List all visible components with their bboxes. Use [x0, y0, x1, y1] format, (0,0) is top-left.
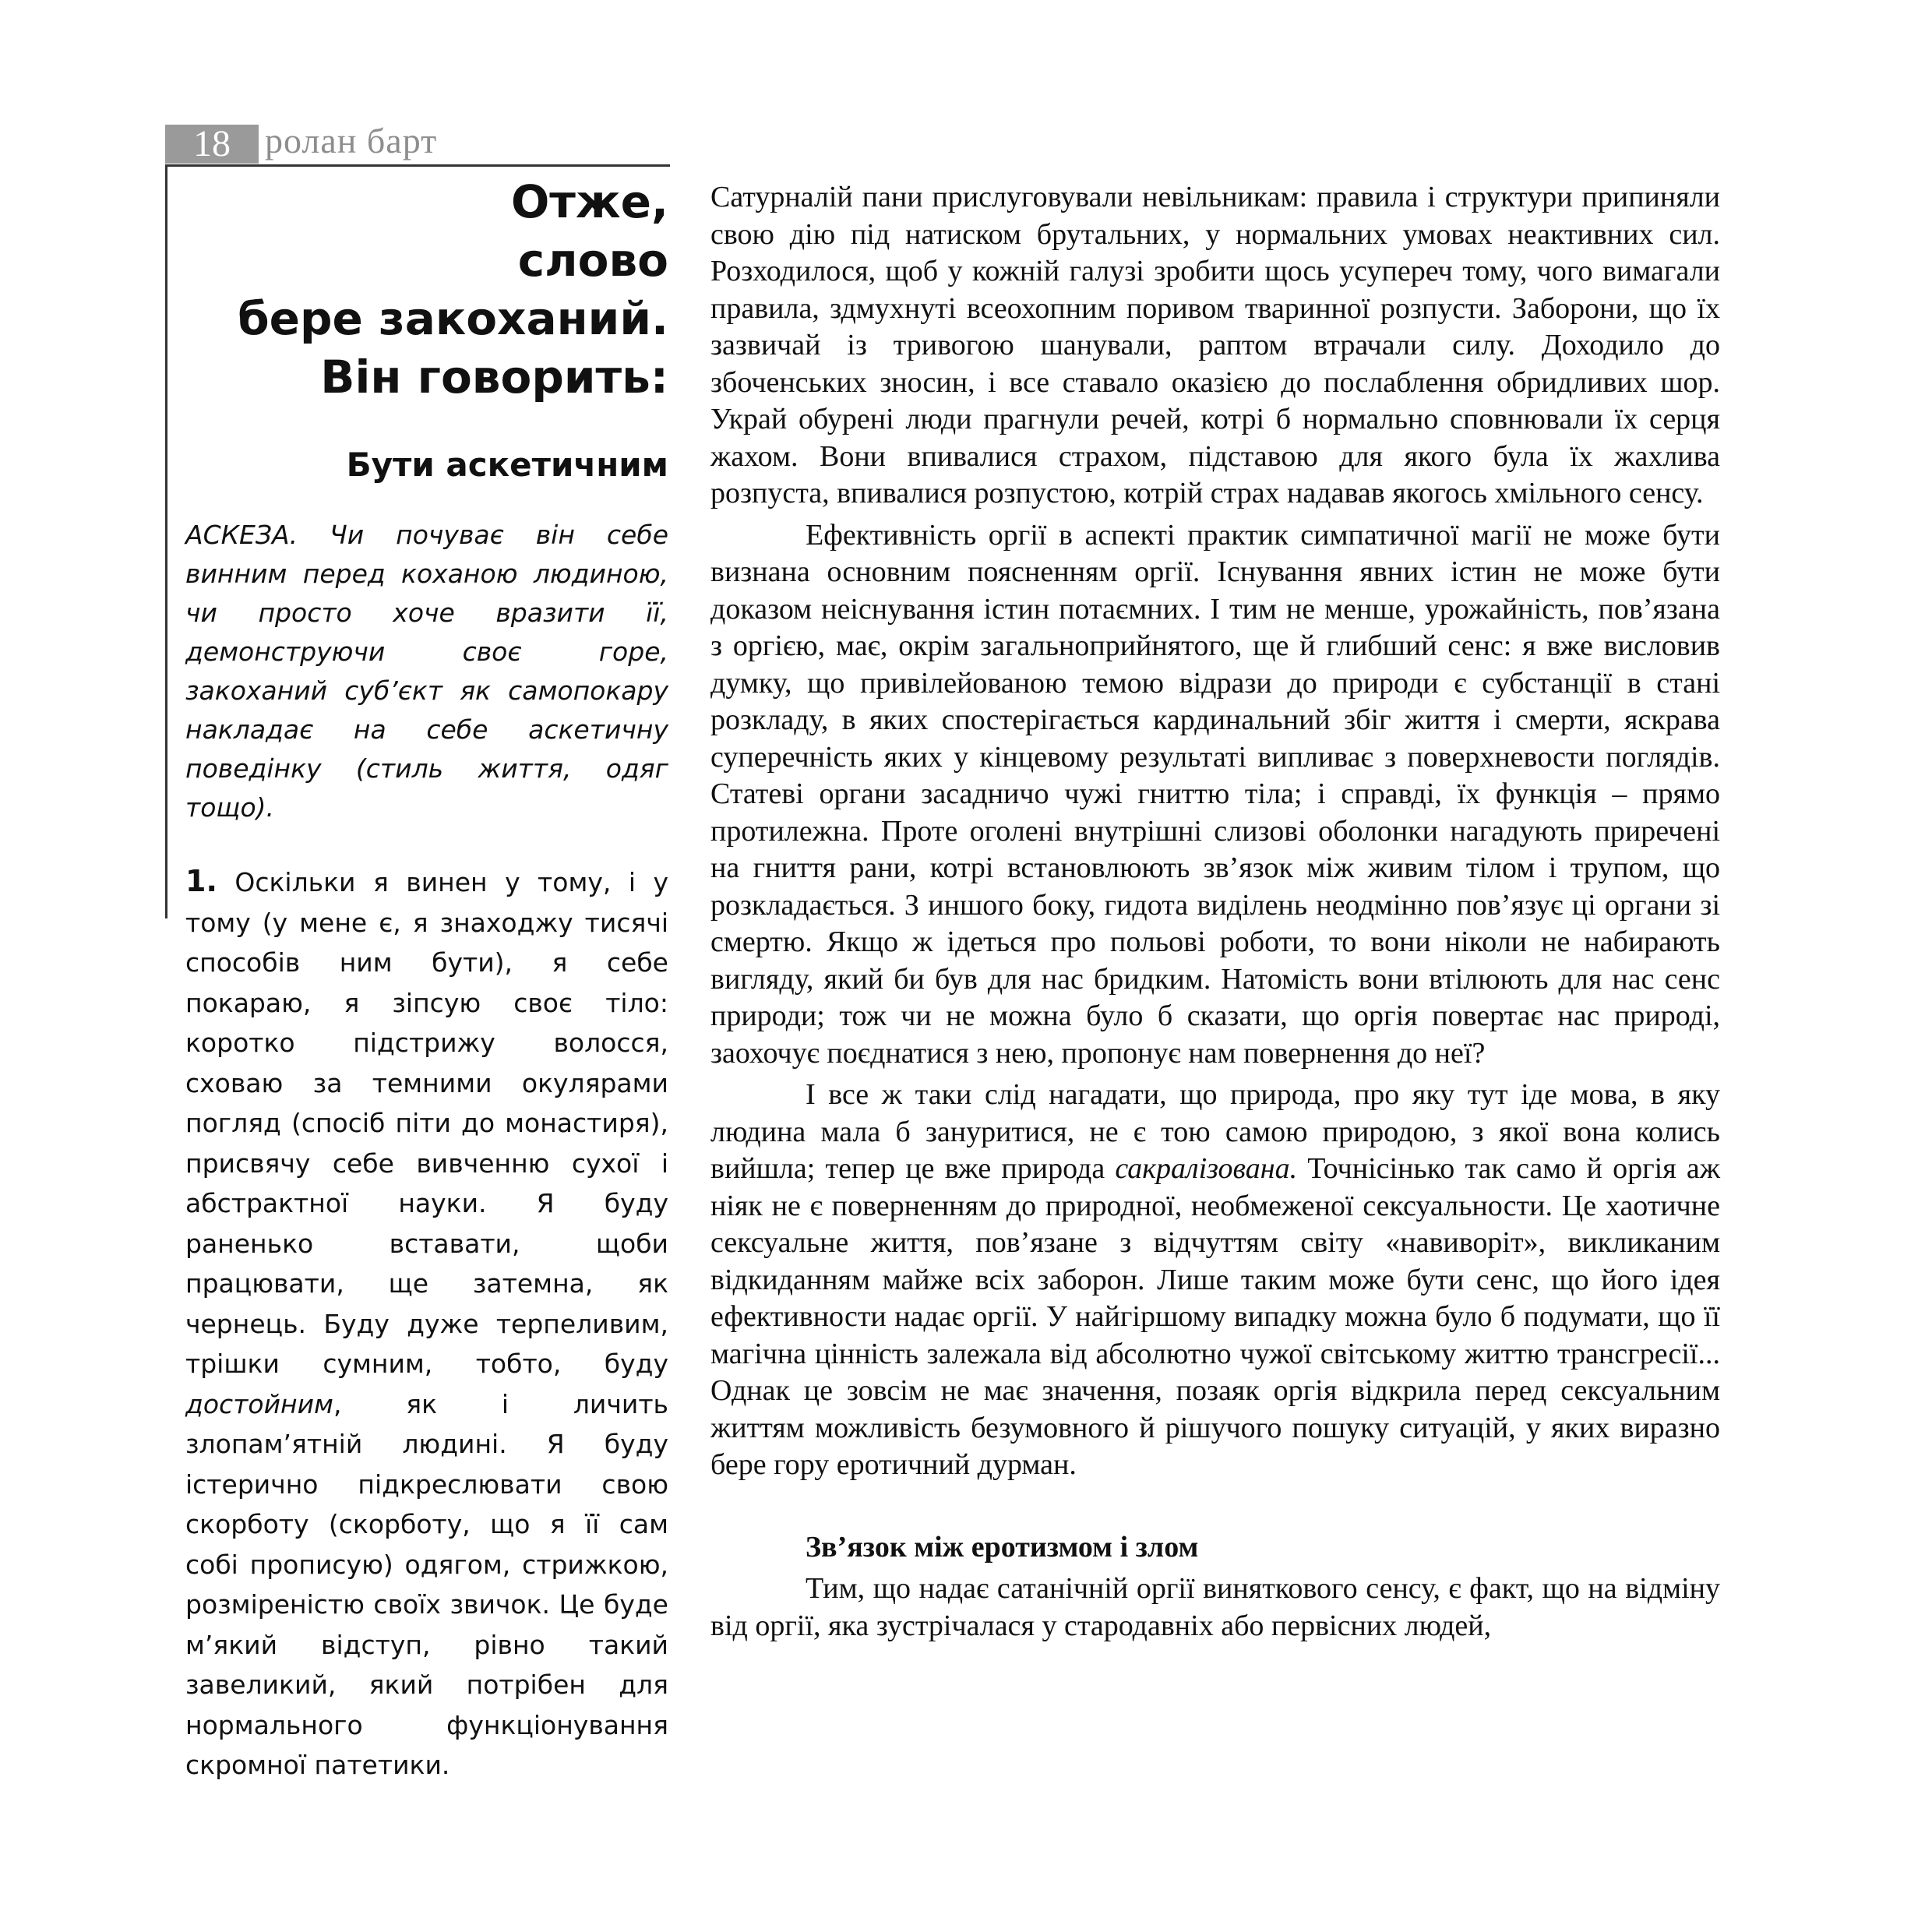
body-text-part: І все ж таки слід нагадати, що природа, про яку тут іде мова, в яку людина мала б зануритися, не є тою самою природою, з якої вона колись вийшла; тепер це вже природа: [710, 1078, 1720, 1185]
body-paragraph-4: Тим, що надає сатанічній оргії виняткового сенсу, є факт, що на відміну від оргії, яка зустрічалася у стародавніх або первісних людей,: [710, 1572, 1720, 1642]
figure-text-part: , як і личить злопам’ятній людині. Я буду істерично підкреслювати свою скорботу (скорботу, що я її сам собі прописую) одягом, стрижкою, розміреністю своїх звичок. Це буде м’який відступ, рівно такий завеликий, який потрібен для нормального функціонування скромної патетики.: [185, 1388, 668, 1780]
running-header: ролан барт: [265, 121, 438, 160]
section-title: Бути аскетичним: [346, 446, 668, 484]
figure-paragraph: [185, 862, 668, 1786]
left-column: [185, 173, 668, 1786]
body-text-part: Точнісінько так само й оргія аж ніяк не є поверненням до природної, необмеженої сексуальности. Це хаотичне сексуальне життя, пов’язане з відчуттям світу «навиворіт», викликаним відкиданням майже всіх заборон. Лише таким може бути сенс, що його ідея ефективности надає оргії. У найгіршому випадку можна було б подумати, що її магічна цінність залежала від абсолютно чужої світському життю трансгресії... Однак це зовсім не має значення, позаяк оргія відкрила перед сексуальним життям можливість безумовного й рішучого пошуку ситуацій, у яких виразно бере гору еротичний дурман.: [710, 1152, 1721, 1481]
definition-paragraph: АСКЕЗА. Чи почуває він себе винним перед коханою людиною, чи просто хоче вразити її, демонструючи своє горе, закоханий суб’єкт як самопокару накладає на себе аскетичну поведінку (стиль життя, одяг тощо).: [185, 520, 668, 823]
chapter-title: [185, 173, 668, 407]
subheading: Зв’язок між еротизмом і злом: [806, 1530, 1199, 1564]
chapter-title-line: слово: [517, 234, 668, 287]
header-rule: [165, 164, 670, 167]
chapter-title-line: Отже,: [510, 175, 668, 228]
page-number: 18: [165, 125, 259, 164]
chapter-title-line: бере закоханий.: [238, 292, 668, 345]
body-paragraph-2: Ефективність оргії в аспекті практик симпатичної магії не може бути визнана основним поясненням оргії. Існування явних істин не може бути доказом неіснування істин потаємних. І тим не менше, урожайність, пов’язана з оргією, має, окрім загальноприйнятого, ще й глибший сенс: я вже висловив думку, що привілейованою темою відрази до природи є субстанції в стані розкладу, в яких спостерігається кардинальний збіг життя і смерти, яскрава суперечність яких у кінцевому результаті випливає з поверхневости поглядів. Статеві органи засадничо чужі гниттю тіла; і справді, їх функція – прямо протилежна. Проте оголені внутрішні слизові оболонки нагадують приречені на гниття рани, котрі встановлюють зв’язок між живим тілом і трупом, що розкладається. З иншого боку, гидота виділень неодмінно пов’язує ці органи зі смертю. Якщо ж ідеться про польові роботи, то вони ніколи не набирають вигляду, який би був для нас бридким. Натомість вони втілюють для нас сенс природи; тож чи не можна було б сказати, що оргія повертає нас природі, заохочує поєднатися з нею, пропонує нам повернення до неї?: [710, 518, 1720, 1070]
right-column: [710, 179, 1720, 1645]
figure-emphasis: достойним: [185, 1388, 333, 1419]
left-vertical-rule: [165, 164, 167, 918]
body-paragraph-3: [710, 1077, 1720, 1484]
chapter-title-line: Він говорить:: [320, 351, 668, 404]
figure-text-part: Оскільки я винен у тому, і у тому (у мене є, я знаходжу тисячі способів ним бути), я себе покараю, я зіпсую своє тіло: коротко підстрижу волосся, сховаю за темними окулярами погляд (спосіб піти до монастиря), присвячу себе вивченню сухої і абстрактної науки. Я буду раненько вставати, щоби працювати, ще затемна, як чернець. Буду дуже терпеливим, трішки сумним, тобто, буду: [185, 867, 668, 1379]
body-emphasis: сакралізована.: [1115, 1152, 1298, 1185]
body-paragraph-1: Сатурналій пани прислуговували невільникам: правила і структури припиняли свою дію під натиском брутальних, у нормальних умовах неактивних сил. Розходилося, щоб у кожній галузі зробити щось усупереч тому, чого вимагали правила, здмухнуті всеохопним поривом тваринної розпусти. Заборони, що їх зазвичай із тривогою шанували, раптом втрачали силу. Доходило до збоченських зносин, і все ставало оказією до послаблення обридливих шор. Украй обурені люди прагнули речей, котрі б нормально сповнювали їх серця жахом. Вони впивалися страхом, підставою для якого була їх жахлива розпуста, впивалися розпустою, котрій страх надавав якогось хмільного сенсу.: [710, 181, 1720, 509]
figure-number: 1.: [185, 864, 217, 898]
